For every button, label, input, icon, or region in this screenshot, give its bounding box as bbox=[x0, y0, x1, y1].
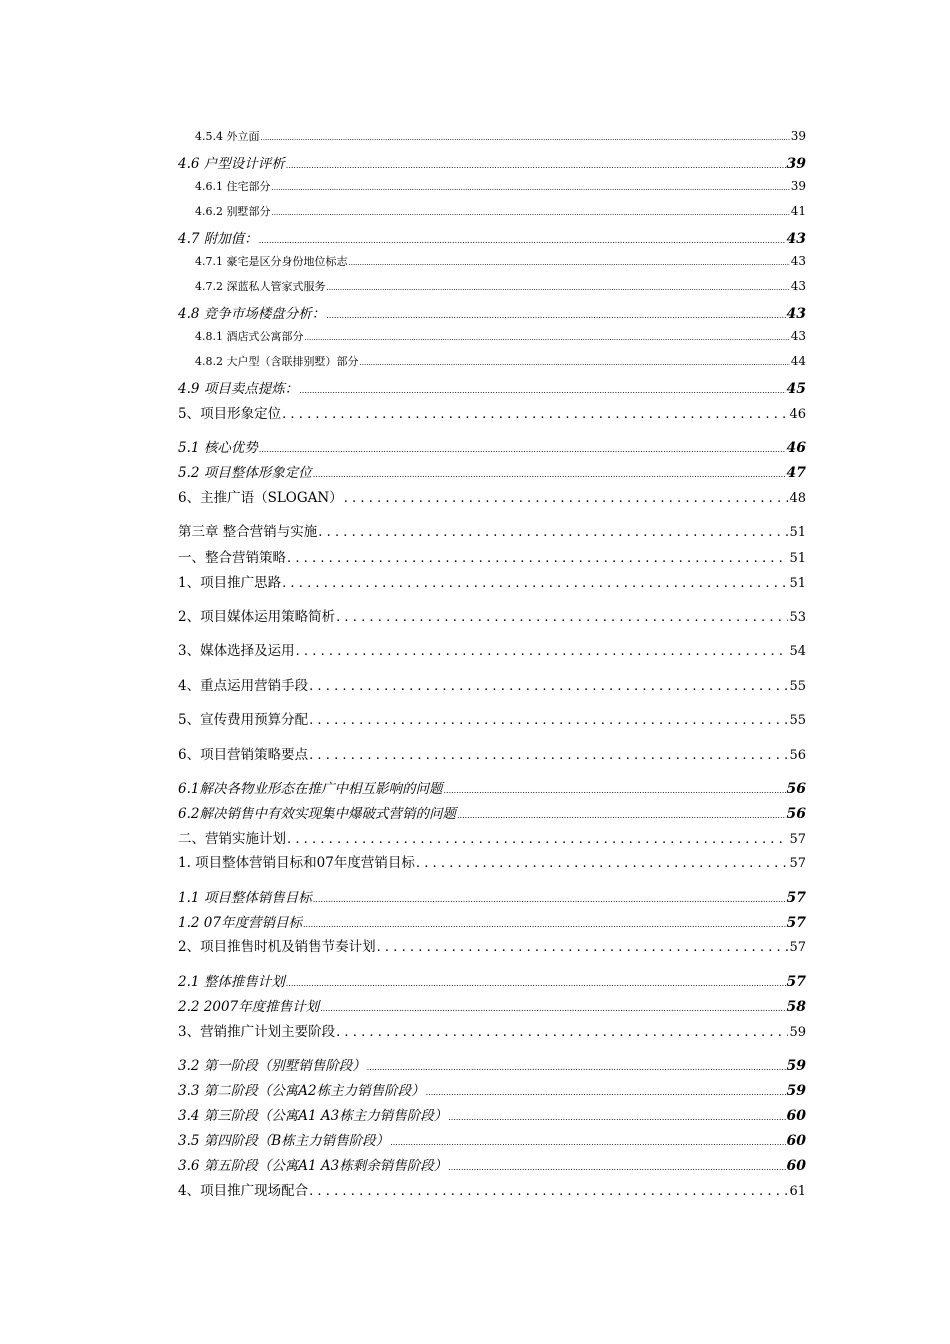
toc-leader bbox=[367, 1063, 786, 1072]
toc-entry-page: 55 bbox=[789, 713, 806, 728]
toc-entry[interactable] bbox=[178, 520, 806, 540]
toc-entry[interactable] bbox=[178, 995, 806, 1015]
toc-entry-page: 56 bbox=[789, 748, 806, 763]
toc-entry-label: 5、宣传费用预算分配 bbox=[178, 712, 309, 728]
toc-entry-label: 4.7 附加值： bbox=[178, 231, 258, 247]
toc-entry[interactable] bbox=[178, 911, 806, 931]
toc-leader bbox=[309, 713, 788, 728]
toc-entry-label: 5.1 核心优势 bbox=[178, 440, 258, 456]
toc-leader bbox=[318, 525, 788, 540]
toc-entry-label: 1. 项目整体营销目标和07年度营销目标 bbox=[178, 855, 415, 871]
toc-entry-page: 57 bbox=[789, 940, 806, 955]
toc-entry-label: 4.9 项目卖点提炼： bbox=[178, 381, 299, 397]
toc-entry-page: 43 bbox=[786, 306, 806, 322]
toc-entry-label: 4.5.4 外立面 bbox=[195, 130, 260, 143]
toc-entry[interactable] bbox=[178, 743, 806, 763]
toc-leader bbox=[261, 134, 790, 142]
toc-entry-label: 2.2 2007年度推售计划 bbox=[178, 999, 320, 1015]
toc-entry-page: 39 bbox=[790, 129, 806, 143]
toc-leader bbox=[360, 359, 790, 367]
toc-leader bbox=[309, 679, 788, 694]
toc-entry[interactable] bbox=[178, 302, 806, 322]
toc-entry-page: 43 bbox=[790, 329, 806, 343]
toc-entry[interactable] bbox=[195, 278, 806, 294]
toc-entry[interactable] bbox=[178, 1129, 806, 1149]
toc-entry[interactable] bbox=[178, 1020, 806, 1040]
toc-entry-page: 43 bbox=[786, 231, 806, 247]
toc-entry-label: 3、媒体选择及运用 bbox=[178, 643, 295, 659]
toc-entry-page: 39 bbox=[786, 156, 806, 172]
toc-entry-label: 6、主推广语（SLOGAN） bbox=[178, 490, 343, 506]
toc-entry-label: 4.6.2 别墅部分 bbox=[195, 205, 271, 218]
toc-entry[interactable] bbox=[178, 802, 806, 822]
toc-leader bbox=[259, 445, 786, 454]
toc-leader bbox=[416, 856, 789, 871]
toc-entry-label: 3.4 第三阶段（公寓A1 A3栋主力销售阶段） bbox=[178, 1108, 448, 1124]
toc-entry-page: 47 bbox=[786, 465, 806, 481]
toc-entry[interactable] bbox=[178, 486, 806, 506]
toc-entry[interactable] bbox=[195, 353, 806, 369]
toc-entry-page: 56 bbox=[786, 806, 806, 822]
toc-leader bbox=[305, 334, 790, 342]
toc-leader bbox=[443, 786, 785, 795]
toc-leader bbox=[336, 610, 788, 625]
toc-leader bbox=[309, 748, 788, 763]
toc-entry[interactable] bbox=[195, 253, 806, 269]
toc-entry-page: 60 bbox=[786, 1158, 806, 1174]
toc-leader bbox=[320, 1004, 785, 1013]
toc-entry[interactable] bbox=[195, 203, 806, 219]
toc-leader bbox=[287, 832, 788, 847]
toc-entry-page: 45 bbox=[786, 381, 806, 397]
toc-entry-label: 4.8.2 大户型（含联排别墅）部分 bbox=[195, 355, 359, 368]
toc-entry[interactable] bbox=[178, 377, 806, 397]
toc-leader bbox=[259, 236, 786, 245]
toc-entry[interactable] bbox=[178, 461, 806, 481]
toc-entry-page: 57 bbox=[786, 974, 806, 990]
toc-leader bbox=[313, 895, 786, 904]
toc-entry-page: 51 bbox=[789, 576, 806, 591]
toc-leader bbox=[349, 259, 790, 267]
toc-entry-label: 3.5 第四阶段（B栋主力销售阶段） bbox=[178, 1133, 390, 1149]
toc-leader bbox=[327, 284, 790, 292]
toc-entry-page: 58 bbox=[786, 999, 806, 1015]
toc-entry-label: 3.6 第五阶段（公寓A1 A3栋剩余销售阶段） bbox=[178, 1158, 448, 1174]
toc-leader bbox=[296, 644, 789, 659]
toc-leader bbox=[287, 551, 788, 566]
toc-entry[interactable] bbox=[178, 436, 806, 456]
toc-entry-page: 48 bbox=[789, 491, 806, 506]
toc-entry-page: 39 bbox=[790, 179, 806, 193]
toc-entry-page: 55 bbox=[789, 679, 806, 694]
toc-entry-label: 3.2 第一阶段（别墅销售阶段） bbox=[178, 1058, 366, 1074]
toc-entry[interactable] bbox=[178, 674, 806, 694]
toc-leader bbox=[326, 311, 785, 320]
toc-leader bbox=[286, 979, 786, 988]
toc-entry-page: 57 bbox=[786, 890, 806, 906]
toc-entry[interactable] bbox=[178, 1104, 806, 1124]
toc-entry-label: 1、项目推广思路 bbox=[178, 575, 282, 591]
toc-leader bbox=[272, 209, 790, 217]
toc-entry-page: 59 bbox=[786, 1083, 806, 1099]
toc-entry[interactable] bbox=[178, 227, 806, 247]
toc-leader bbox=[390, 1138, 785, 1147]
toc-leader bbox=[299, 386, 785, 395]
toc-entry[interactable] bbox=[178, 827, 806, 847]
toc-leader bbox=[286, 161, 786, 170]
toc-entry-page: 59 bbox=[789, 1025, 806, 1040]
toc-leader bbox=[377, 940, 789, 955]
toc-entry[interactable] bbox=[178, 605, 806, 625]
toc-entry-page: 57 bbox=[789, 832, 806, 847]
toc-entry[interactable] bbox=[178, 152, 806, 172]
toc-entry-page: 51 bbox=[789, 525, 806, 540]
toc-entry[interactable] bbox=[178, 1054, 806, 1074]
toc-entry[interactable] bbox=[178, 777, 806, 797]
toc-entry-page: 57 bbox=[786, 915, 806, 931]
toc-entry-page: 60 bbox=[786, 1133, 806, 1149]
toc-entry[interactable] bbox=[195, 328, 806, 344]
toc-entry[interactable] bbox=[178, 639, 806, 659]
toc-entry[interactable] bbox=[178, 546, 806, 566]
toc-entry-label: 6.1解决各物业形态在推广中相互影响的问题 bbox=[178, 781, 443, 797]
toc-entry-page: 44 bbox=[790, 354, 806, 368]
toc-entry[interactable] bbox=[178, 851, 806, 871]
toc-entry-page: 53 bbox=[789, 610, 806, 625]
toc-entry[interactable] bbox=[195, 128, 806, 144]
toc-leader bbox=[309, 1184, 788, 1199]
toc-entry-label: 3.3 第二阶段（公寓A2栋主力销售阶段） bbox=[178, 1083, 425, 1099]
toc-entry-page: 43 bbox=[790, 254, 806, 268]
toc-entry[interactable] bbox=[178, 708, 806, 728]
toc-entry-page: 60 bbox=[786, 1108, 806, 1124]
toc-entry[interactable] bbox=[178, 970, 806, 990]
toc-entry-page: 61 bbox=[789, 1184, 806, 1199]
toc-entry-page: 54 bbox=[789, 644, 806, 659]
toc-entry-page: 46 bbox=[786, 440, 806, 456]
toc-entry[interactable] bbox=[178, 402, 806, 422]
toc-entry[interactable] bbox=[178, 1179, 806, 1199]
toc-entry-label: 2、项目推售时机及销售节奏计划 bbox=[178, 939, 376, 955]
toc-entry-label: 4.7.2 深蓝私人管家式服务 bbox=[195, 280, 326, 293]
toc-entry[interactable] bbox=[195, 178, 806, 194]
toc-leader bbox=[448, 1113, 785, 1122]
toc-entry-label: 1.2 07年度营销目标 bbox=[178, 915, 302, 931]
toc-entry-page: 46 bbox=[789, 407, 806, 422]
toc-leader bbox=[303, 920, 786, 929]
toc-entry-label: 第三章 整合营销与实施 bbox=[178, 524, 318, 540]
toc-entry-label: 二、营销实施计划 bbox=[178, 831, 286, 847]
toc-entry-label: 4.7.1 豪宅是区分身份地位标志 bbox=[195, 255, 348, 268]
toc-entry-label: 5.2 项目整体形象定位 bbox=[178, 465, 312, 481]
toc-entry-page: 56 bbox=[786, 781, 806, 797]
toc-entry[interactable] bbox=[178, 1154, 806, 1174]
toc-leader bbox=[272, 184, 790, 192]
toc-entry-page: 51 bbox=[789, 551, 806, 566]
toc-leader bbox=[282, 407, 788, 422]
toc-entry[interactable] bbox=[178, 886, 806, 906]
toc-entry-label: 4.8.1 酒店式公寓部分 bbox=[195, 330, 304, 343]
toc-entry-page: 57 bbox=[789, 856, 806, 871]
toc-leader bbox=[282, 576, 788, 591]
toc-entry-label: 4.8 竞争市场楼盘分析： bbox=[178, 306, 326, 322]
toc-entry-label: 6.2解决销售中有效实现集中爆破式营销的问题 bbox=[178, 806, 456, 822]
toc-entry[interactable] bbox=[178, 571, 806, 591]
toc-leader bbox=[313, 470, 786, 479]
toc-leader bbox=[448, 1163, 785, 1172]
toc-entry-label: 4、项目推广现场配合 bbox=[178, 1183, 309, 1199]
toc-leader bbox=[426, 1088, 786, 1097]
toc-entry-label: 3、营销推广计划主要阶段 bbox=[178, 1024, 336, 1040]
toc-entry-page: 43 bbox=[790, 279, 806, 293]
toc-entry-label: 4、重点运用营销手段 bbox=[178, 678, 309, 694]
toc-leader bbox=[457, 811, 786, 820]
toc-leader bbox=[344, 491, 789, 506]
toc-leader bbox=[336, 1025, 788, 1040]
toc-entry-label: 一、整合营销策略 bbox=[178, 550, 286, 566]
toc-entry-label: 4.6 户型设计评析 bbox=[178, 156, 285, 172]
toc-entry-page: 59 bbox=[786, 1058, 806, 1074]
toc-entry[interactable] bbox=[178, 935, 806, 955]
toc-entry-label: 1.1 项目整体销售目标 bbox=[178, 890, 312, 906]
toc-entry-page: 41 bbox=[790, 204, 806, 218]
toc-entry-label: 5、项目形象定位 bbox=[178, 406, 282, 422]
toc-entry-label: 6、项目营销策略要点 bbox=[178, 747, 309, 763]
toc-entry-label: 2.1 整体推售计划 bbox=[178, 974, 285, 990]
toc-entry[interactable] bbox=[178, 1079, 806, 1099]
toc-entry-label: 4.6.1 住宅部分 bbox=[195, 180, 271, 193]
toc-entry-label: 2、项目媒体运用策略简析 bbox=[178, 609, 336, 625]
